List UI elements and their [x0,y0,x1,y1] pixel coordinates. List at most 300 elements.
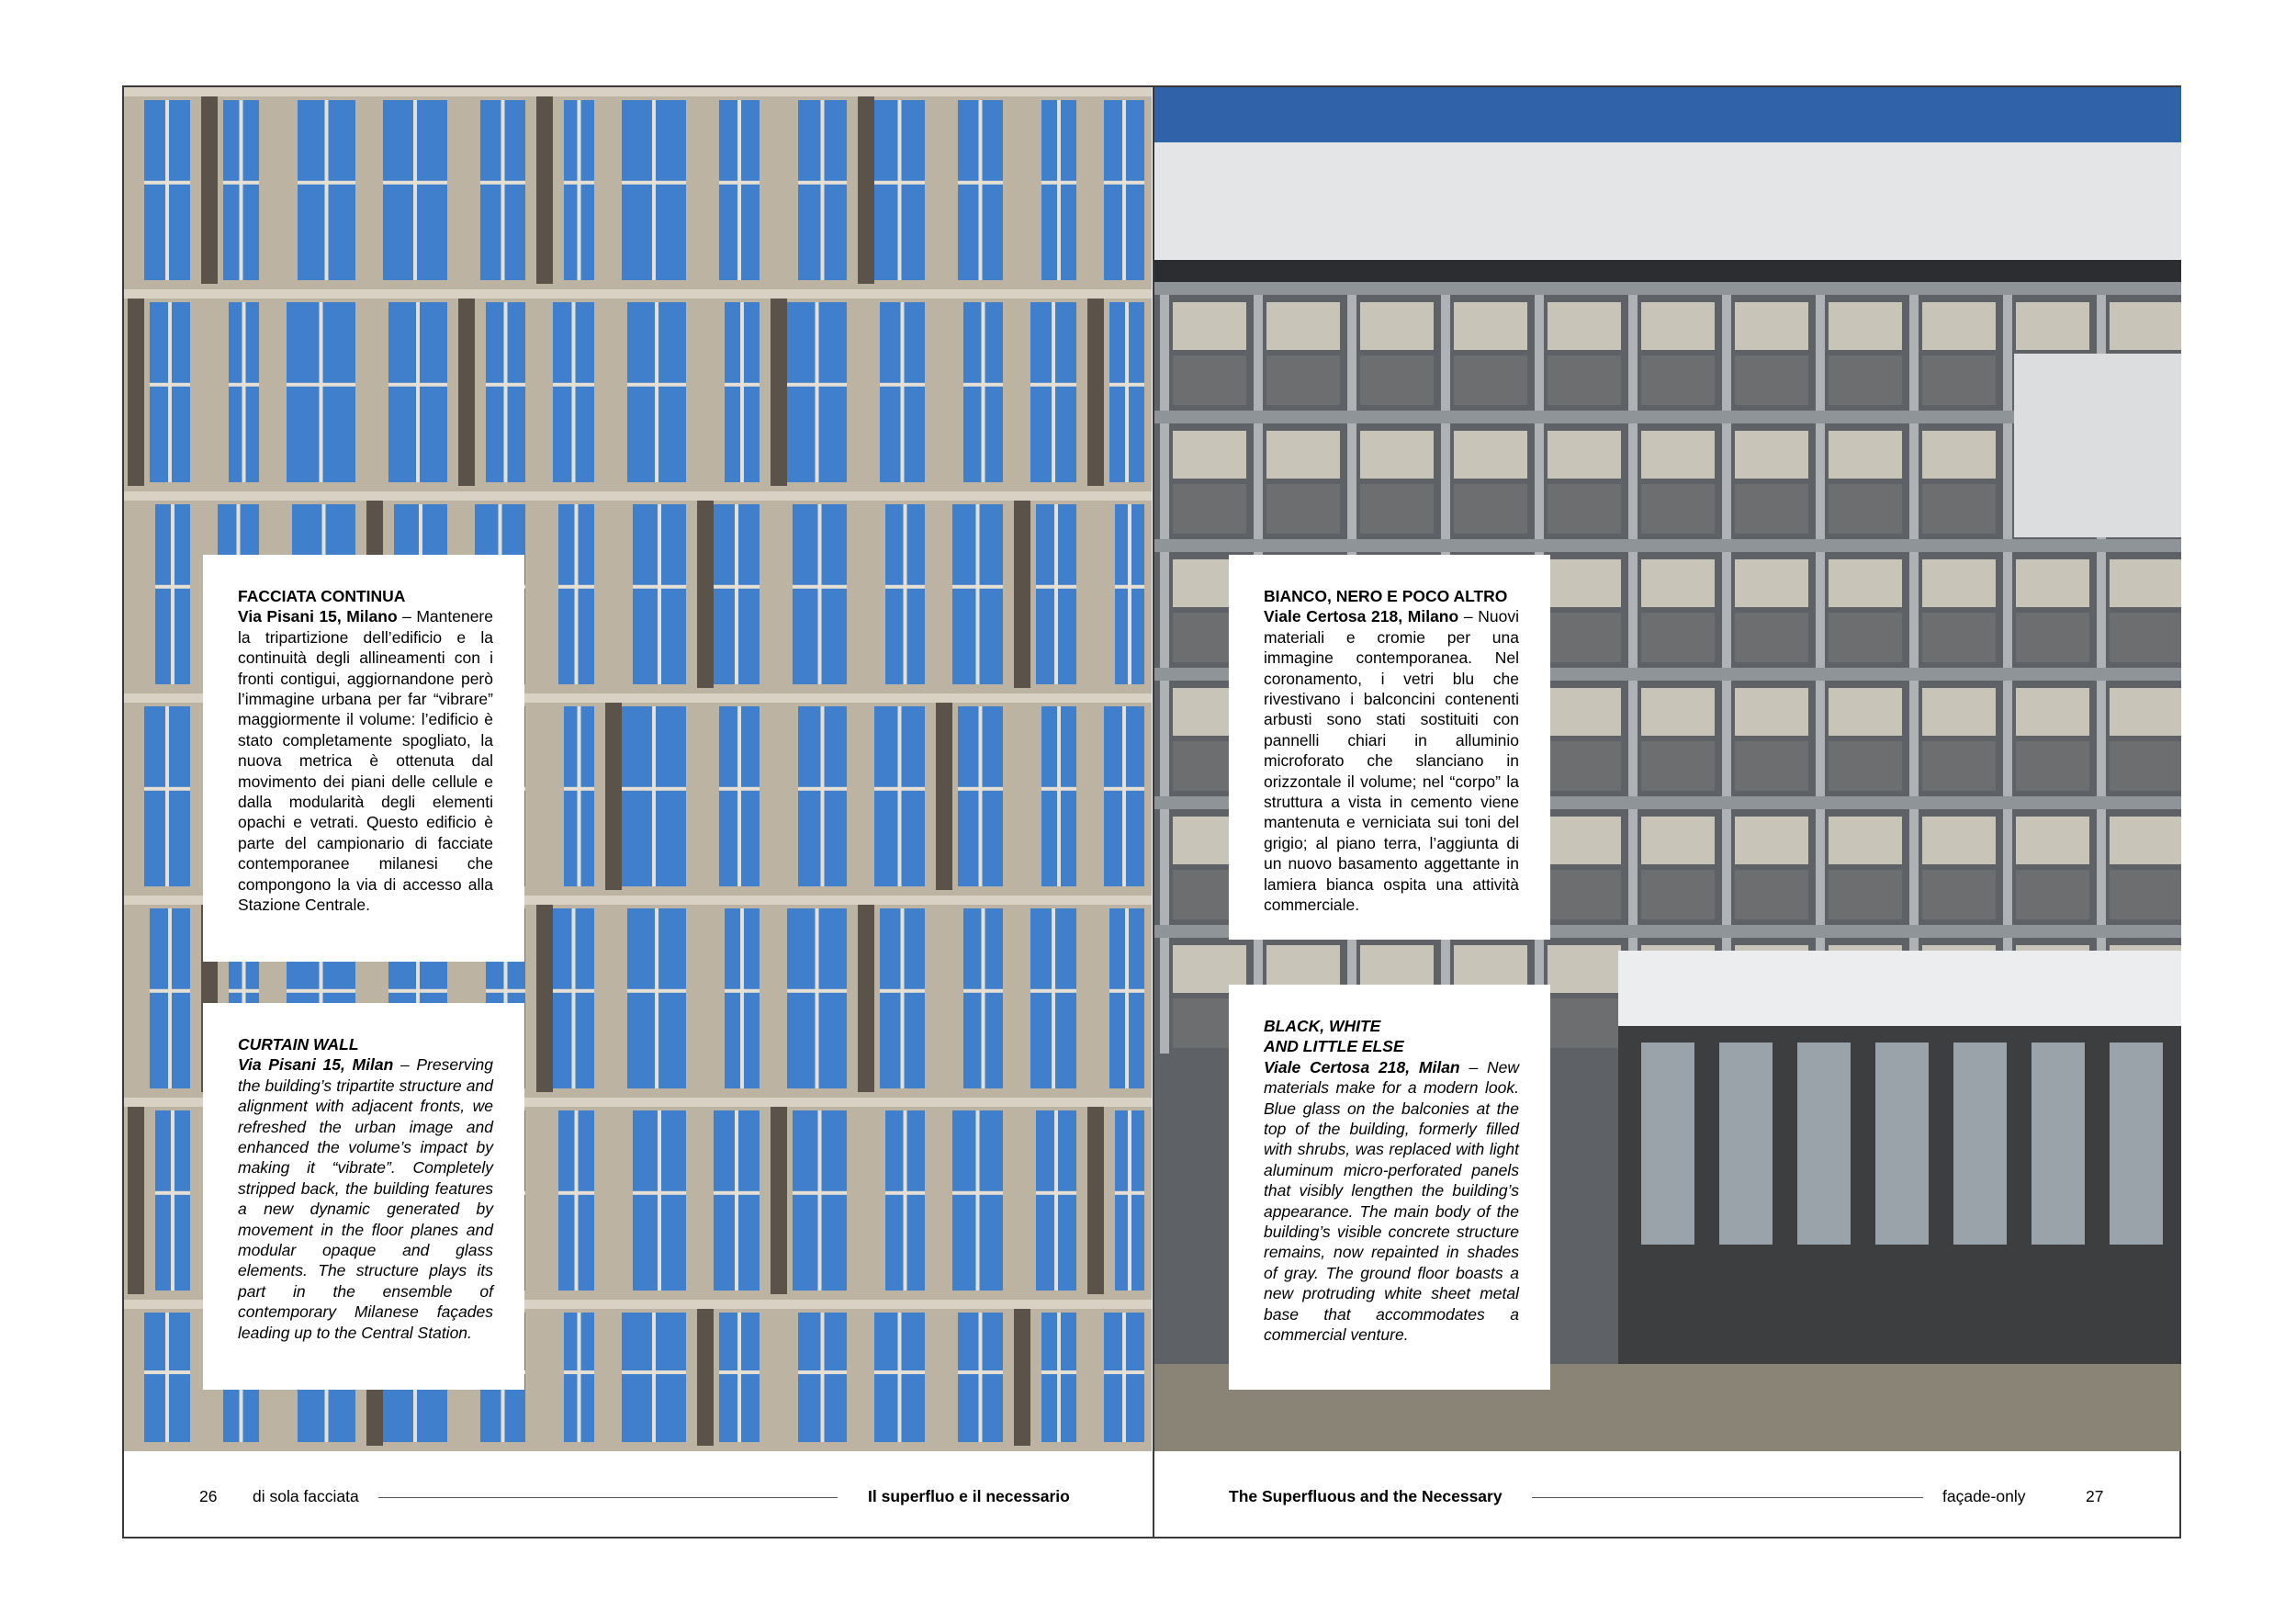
transom [558,1191,594,1195]
transom [885,1191,925,1195]
concrete-column [1254,295,1263,411]
mullion [740,908,744,1088]
lower-window [2016,613,2089,662]
concrete-column [2003,295,2012,411]
lower-window [1548,613,1621,662]
concrete-column [1160,423,1169,539]
concrete-column [1909,809,1919,925]
transom [480,181,525,185]
opaque-panel [697,501,714,688]
opaque-panel [771,1107,787,1294]
upper-window [1173,302,1246,350]
concrete-column [1909,552,1919,668]
upper-window [1548,688,1621,736]
upper-window [1548,817,1621,864]
opaque-panel [858,905,874,1092]
mullion [242,302,246,482]
concrete-column [2097,681,2106,796]
upper-window [1922,302,1996,350]
transom [787,383,847,387]
mullion [1122,100,1126,280]
mullion [982,908,985,1088]
transom [229,989,259,993]
lower-window [1641,741,1715,791]
transom [725,989,760,993]
transom [798,787,847,791]
mullion [1057,100,1061,280]
concrete-column [2003,681,2012,796]
transom [553,383,594,387]
concrete-column [1160,681,1169,796]
mullion [1054,504,1058,684]
mullion [501,100,505,280]
lower-window [1641,484,1715,534]
mullion [816,908,819,1088]
mullion [976,504,980,684]
upper-window [1641,817,1715,864]
concrete-column [1535,295,1544,411]
mullion [1057,706,1061,886]
lower-window [1173,484,1246,534]
transom [144,181,190,185]
mullion [1122,706,1126,886]
upper-window [1641,302,1715,350]
upper-window [1641,559,1715,607]
mullion [578,706,581,886]
mullion [504,302,508,482]
lower-window [1922,870,1996,919]
lower-window [2016,870,2089,919]
upper-window [1829,559,1902,607]
opaque-panel [201,96,218,284]
transom [622,181,686,185]
lower-window [1922,355,1996,405]
mullion [171,1110,174,1291]
concrete-column [2097,552,2106,668]
concrete-column [1628,681,1638,796]
upper-window [1548,431,1621,479]
transom [719,1370,760,1374]
concrete-column [1722,423,1731,539]
section-title-left: di sola facciata [253,1487,359,1505]
mullion [1125,908,1129,1088]
upper-window [1360,302,1434,350]
footer-rule-right [1532,1497,1923,1498]
opaque-panel [771,299,787,486]
mullion [816,302,819,482]
transom [725,383,760,387]
lower-window [1922,741,1996,791]
lower-window [1266,355,1340,405]
upper-window [2016,817,2089,864]
entrance-glazing [1875,1043,1929,1245]
caption-text: – Mantenere la tripartizione dell’edificio e la continuità degli allineamenti con i fronti contigui, aggiornandone però l’immagine urbana per far “vibrare” maggiormente il volume: l’edificio è stato completamente spogliato, la nuova metrica è ottenuta dal movimento dei piani delle cellule e dalla modularità degli elementi opachi e vetrati. Questo edificio è parte del campionario di facciate contemporanee milanesi che compongono la via di accesso alla Stazione Centrale. [238,607,493,915]
concrete-column [1160,809,1169,925]
mullion [818,504,822,684]
caption-address: Viale Certosa 218, Milan [1264,1057,1460,1076]
opaque-panel [1014,501,1030,688]
concrete-column [1254,423,1263,539]
entrance-glazing [1953,1043,2007,1245]
upper-window [1548,945,1621,993]
opaque-panel [536,905,553,1092]
transom [383,181,447,185]
opaque-panel [605,703,622,890]
lower-window [1641,613,1715,662]
mullion [898,1313,902,1442]
section-title-right: façade-only [1942,1487,2026,1505]
transom [885,585,925,589]
transom [627,383,686,387]
concrete-column [1909,681,1919,796]
concrete-column [2003,423,2012,539]
transom [564,181,594,185]
caption-address: Via Pisani 15, Milano [238,607,398,626]
mullion [655,908,658,1088]
concrete-column [1160,295,1169,411]
mullion [735,1110,738,1291]
mullion [416,302,420,482]
mullion [904,504,907,684]
concrete-column [1535,423,1544,539]
mullion [1052,302,1055,482]
transom [144,787,190,791]
lower-window [1266,484,1340,534]
caption-facciata-continua [203,555,524,962]
transom [564,787,594,791]
lower-window [1829,741,1902,791]
caption-body [238,606,493,915]
mullion [572,302,576,482]
lower-window [1735,870,1808,919]
transom [714,585,760,589]
transom [1030,989,1076,993]
opaque-panel [128,299,144,486]
upper-window [2110,817,2181,864]
concrete-column [1628,423,1638,539]
transom [1109,989,1144,993]
caption-text: – Nuovi materiali e cromie per una immagine contemporanea. Nel coronamento, i vetri blu che rivestivano i balconcini contenenti arbusti sono stati sostituiti con pannelli chiari in alluminio microforato che slanciano in orizzontale il volume; nel “corpo” la struttura a vista in cemento viene mantenuta e verniciata sui toni del grigio; al piano terra, l’aggiunta di un nuovo basamento aggettante in lamiera bianca ospita una attività commerciale. [1264,607,1519,915]
mullion [904,1110,907,1291]
mullion [901,302,905,482]
upper-window [1641,688,1715,736]
entrance-glazing [2032,1043,2085,1245]
page-number-left: 26 [199,1487,218,1505]
upper-window [2016,559,2089,607]
white-metal-canopy [1618,951,2181,1026]
transom [793,1191,847,1195]
transom [564,1370,594,1374]
mullion [240,100,243,280]
concrete-column [1722,809,1731,925]
lower-window [1548,484,1621,534]
lower-window [1454,484,1527,534]
white-fascia [1154,142,2181,260]
caption-body [238,1054,493,1343]
caption-bianco-nero [1229,555,1550,940]
floor-beam [1154,539,2181,552]
transom [1115,585,1144,589]
floor-beam [1154,282,2181,295]
upper-window [1454,302,1527,350]
upper-window [1922,817,1996,864]
transom [223,181,259,185]
floor-slab [124,289,1152,299]
concrete-column [1816,423,1825,539]
concrete-column [1160,938,1169,1054]
upper-window [1829,817,1902,864]
transom [150,383,190,387]
concrete-column [2003,809,2012,925]
mullion [898,100,902,280]
transom [150,989,190,993]
upper-window [2110,559,2181,607]
opaque-panel [697,1309,714,1446]
mullion [740,302,744,482]
mullion [652,100,656,280]
upper-window [2016,688,2089,736]
magazine-spread [122,85,2181,1538]
transom [714,1191,760,1195]
mullion [658,1110,661,1291]
caption-body [1264,606,1519,915]
transom [388,989,447,993]
lower-window [1548,741,1621,791]
transom [1104,787,1144,791]
transom [1041,181,1076,185]
upper-window [1641,431,1715,479]
transom [155,1191,190,1195]
concrete-column [1816,295,1825,411]
floor-slab [124,491,1152,501]
opaque-panel [1014,1309,1030,1446]
opaque-panel [1087,1107,1104,1294]
mullion [901,908,905,1088]
lower-window [1735,741,1808,791]
concrete-column [1628,552,1638,668]
mullion [575,504,579,684]
lower-window [1360,484,1434,534]
transom [633,1191,686,1195]
transom [874,1370,925,1374]
upper-window [2110,688,2181,736]
transom [958,1370,1003,1374]
mullion [737,706,741,886]
concrete-column [1628,809,1638,925]
lower-window [1735,613,1808,662]
mullion [578,1313,581,1442]
mullion [325,100,329,280]
transom [1115,1191,1144,1195]
opaque-panel [936,703,952,890]
lower-window [2110,613,2181,662]
lower-window [1360,355,1434,405]
upper-window [1548,559,1621,607]
mullion [1128,504,1131,684]
lower-window [1173,355,1246,405]
fascia-shadow [1154,260,2181,282]
upper-window [1360,431,1434,479]
transom [229,383,259,387]
transom [798,1370,847,1374]
upper-window [1829,688,1902,736]
lower-window [1829,613,1902,662]
upper-window [1829,302,1902,350]
mullion [575,1110,579,1291]
mullion [1054,1110,1058,1291]
upper-window [1735,559,1808,607]
transom [1109,383,1144,387]
mullion [658,504,661,684]
caption-text: – Preserving the building’s tripartite structure and alignment with adjacent fronts, we refreshed the urban image and enhanced the volume’s impact by making it “vibrate”. Completely stripped back, the building features a new dynamic generated by movement in the floor planes and modular opaque and glass elements. The structure plays its part in the ensemble of contemporary Milanese façades leading up to the Central Station. [238,1055,493,1342]
mullion [735,504,738,684]
transom [719,181,760,185]
opaque-panel [128,1107,144,1294]
caption-address: Viale Certosa 218, Milano [1264,607,1459,626]
transom [155,585,190,589]
upper-window [1922,688,1996,736]
transom [1036,1191,1076,1195]
mullion [572,908,576,1088]
lower-window [2016,741,2089,791]
entrance-glazing [2110,1043,2163,1245]
upper-window [1454,431,1527,479]
lower-window [1641,355,1715,405]
transom [874,181,925,185]
chapter-title-left: Il superfluo e il necessario [868,1487,1070,1505]
mullion [979,706,983,886]
transom [874,787,925,791]
transom [958,181,1003,185]
caption-title-line1: BLACK, WHITE [1264,1017,1381,1035]
concrete-column [1909,295,1919,411]
transom [787,989,847,993]
caption-title: BIANCO, NERO E POCO ALTRO [1264,587,1508,605]
mullion [165,1313,169,1442]
transom [144,1370,190,1374]
transom [880,989,925,993]
caption-black-white [1229,985,1550,1390]
page-number-right: 27 [2086,1487,2104,1505]
lower-window [1548,355,1621,405]
transom [963,383,1003,387]
transom [1041,1370,1076,1374]
mullion [578,100,581,280]
mullion [979,100,983,280]
upper-window [1735,302,1808,350]
lower-window [1548,870,1621,919]
mullion [1128,1110,1131,1291]
transom [287,989,355,993]
transom [1036,585,1076,589]
transom [880,383,925,387]
mullion [898,706,902,886]
upper-window [1922,559,1996,607]
lower-window [2110,870,2181,919]
upper-window [1735,688,1808,736]
concrete-column [1160,552,1169,668]
upper-window [1266,302,1340,350]
concrete-column [1722,552,1731,668]
transom [952,1191,1003,1195]
mullion [737,1313,741,1442]
upper-window [1548,302,1621,350]
transom [952,585,1003,589]
projecting-balcony [2014,354,2181,537]
spine-divider [1153,87,1154,1537]
caption-title: CURTAIN WALL [238,1035,359,1054]
concrete-column [1441,295,1450,411]
caption-text: – New materials make for a modern look. Blue glass on the balconies at the top of the building, formerly filled with shrubs, was replaced with light aluminum micro-perforated panels that visibly lengthen the building’s appearance. The main body of the building’s visible concrete structure remains, now repainted in shades of gray. The ground floor boasts a new protruding white sheet metal base that accommodates a commercial venture. [1264,1057,1520,1345]
transom [958,787,1003,791]
transom [719,787,760,791]
transom [633,585,686,589]
transom [298,181,355,185]
concrete-column [1909,423,1919,539]
transom [1030,383,1076,387]
transom [388,383,447,387]
lower-window [1548,998,1621,1048]
transom [1104,181,1144,185]
lower-window [1829,484,1902,534]
sky [1154,87,2181,142]
upper-window [1735,817,1808,864]
mullion [171,504,174,684]
mullion [165,706,169,886]
mullion [982,302,985,482]
caption-body [1264,1057,1519,1346]
mullion [168,908,172,1088]
transom [963,989,1003,993]
lower-window [1454,355,1527,405]
lower-window [1829,355,1902,405]
lower-window [1922,484,1996,534]
floor-slab [124,87,1152,96]
concrete-column [1441,423,1450,539]
mullion [821,1313,825,1442]
caption-curtain-wall [203,1003,524,1390]
upper-window [1173,431,1246,479]
transom [553,989,594,993]
upper-window [1829,431,1902,479]
concrete-column [1347,295,1356,411]
mullion [1052,908,1055,1088]
caption-title-line2: AND LITTLE ELSE [1264,1037,1404,1056]
transom [1041,787,1076,791]
concrete-column [1816,552,1825,668]
transom [558,585,594,589]
entrance-glazing [1719,1043,1773,1245]
transom [622,787,686,791]
concrete-column [1722,681,1731,796]
mullion [320,302,323,482]
transom [793,585,847,589]
concrete-column [2003,552,2012,668]
mullion [652,706,656,886]
concrete-column [1816,809,1825,925]
mullion [165,100,169,280]
transom [1104,1370,1144,1374]
mullion [168,302,172,482]
mullion [413,100,417,280]
mullion [1122,1313,1126,1442]
upper-window [1922,431,1996,479]
entrance-glazing [1797,1043,1851,1245]
lower-window [1641,870,1715,919]
concrete-column [1347,423,1356,539]
lower-window [1829,870,1902,919]
concrete-column [1628,295,1638,411]
